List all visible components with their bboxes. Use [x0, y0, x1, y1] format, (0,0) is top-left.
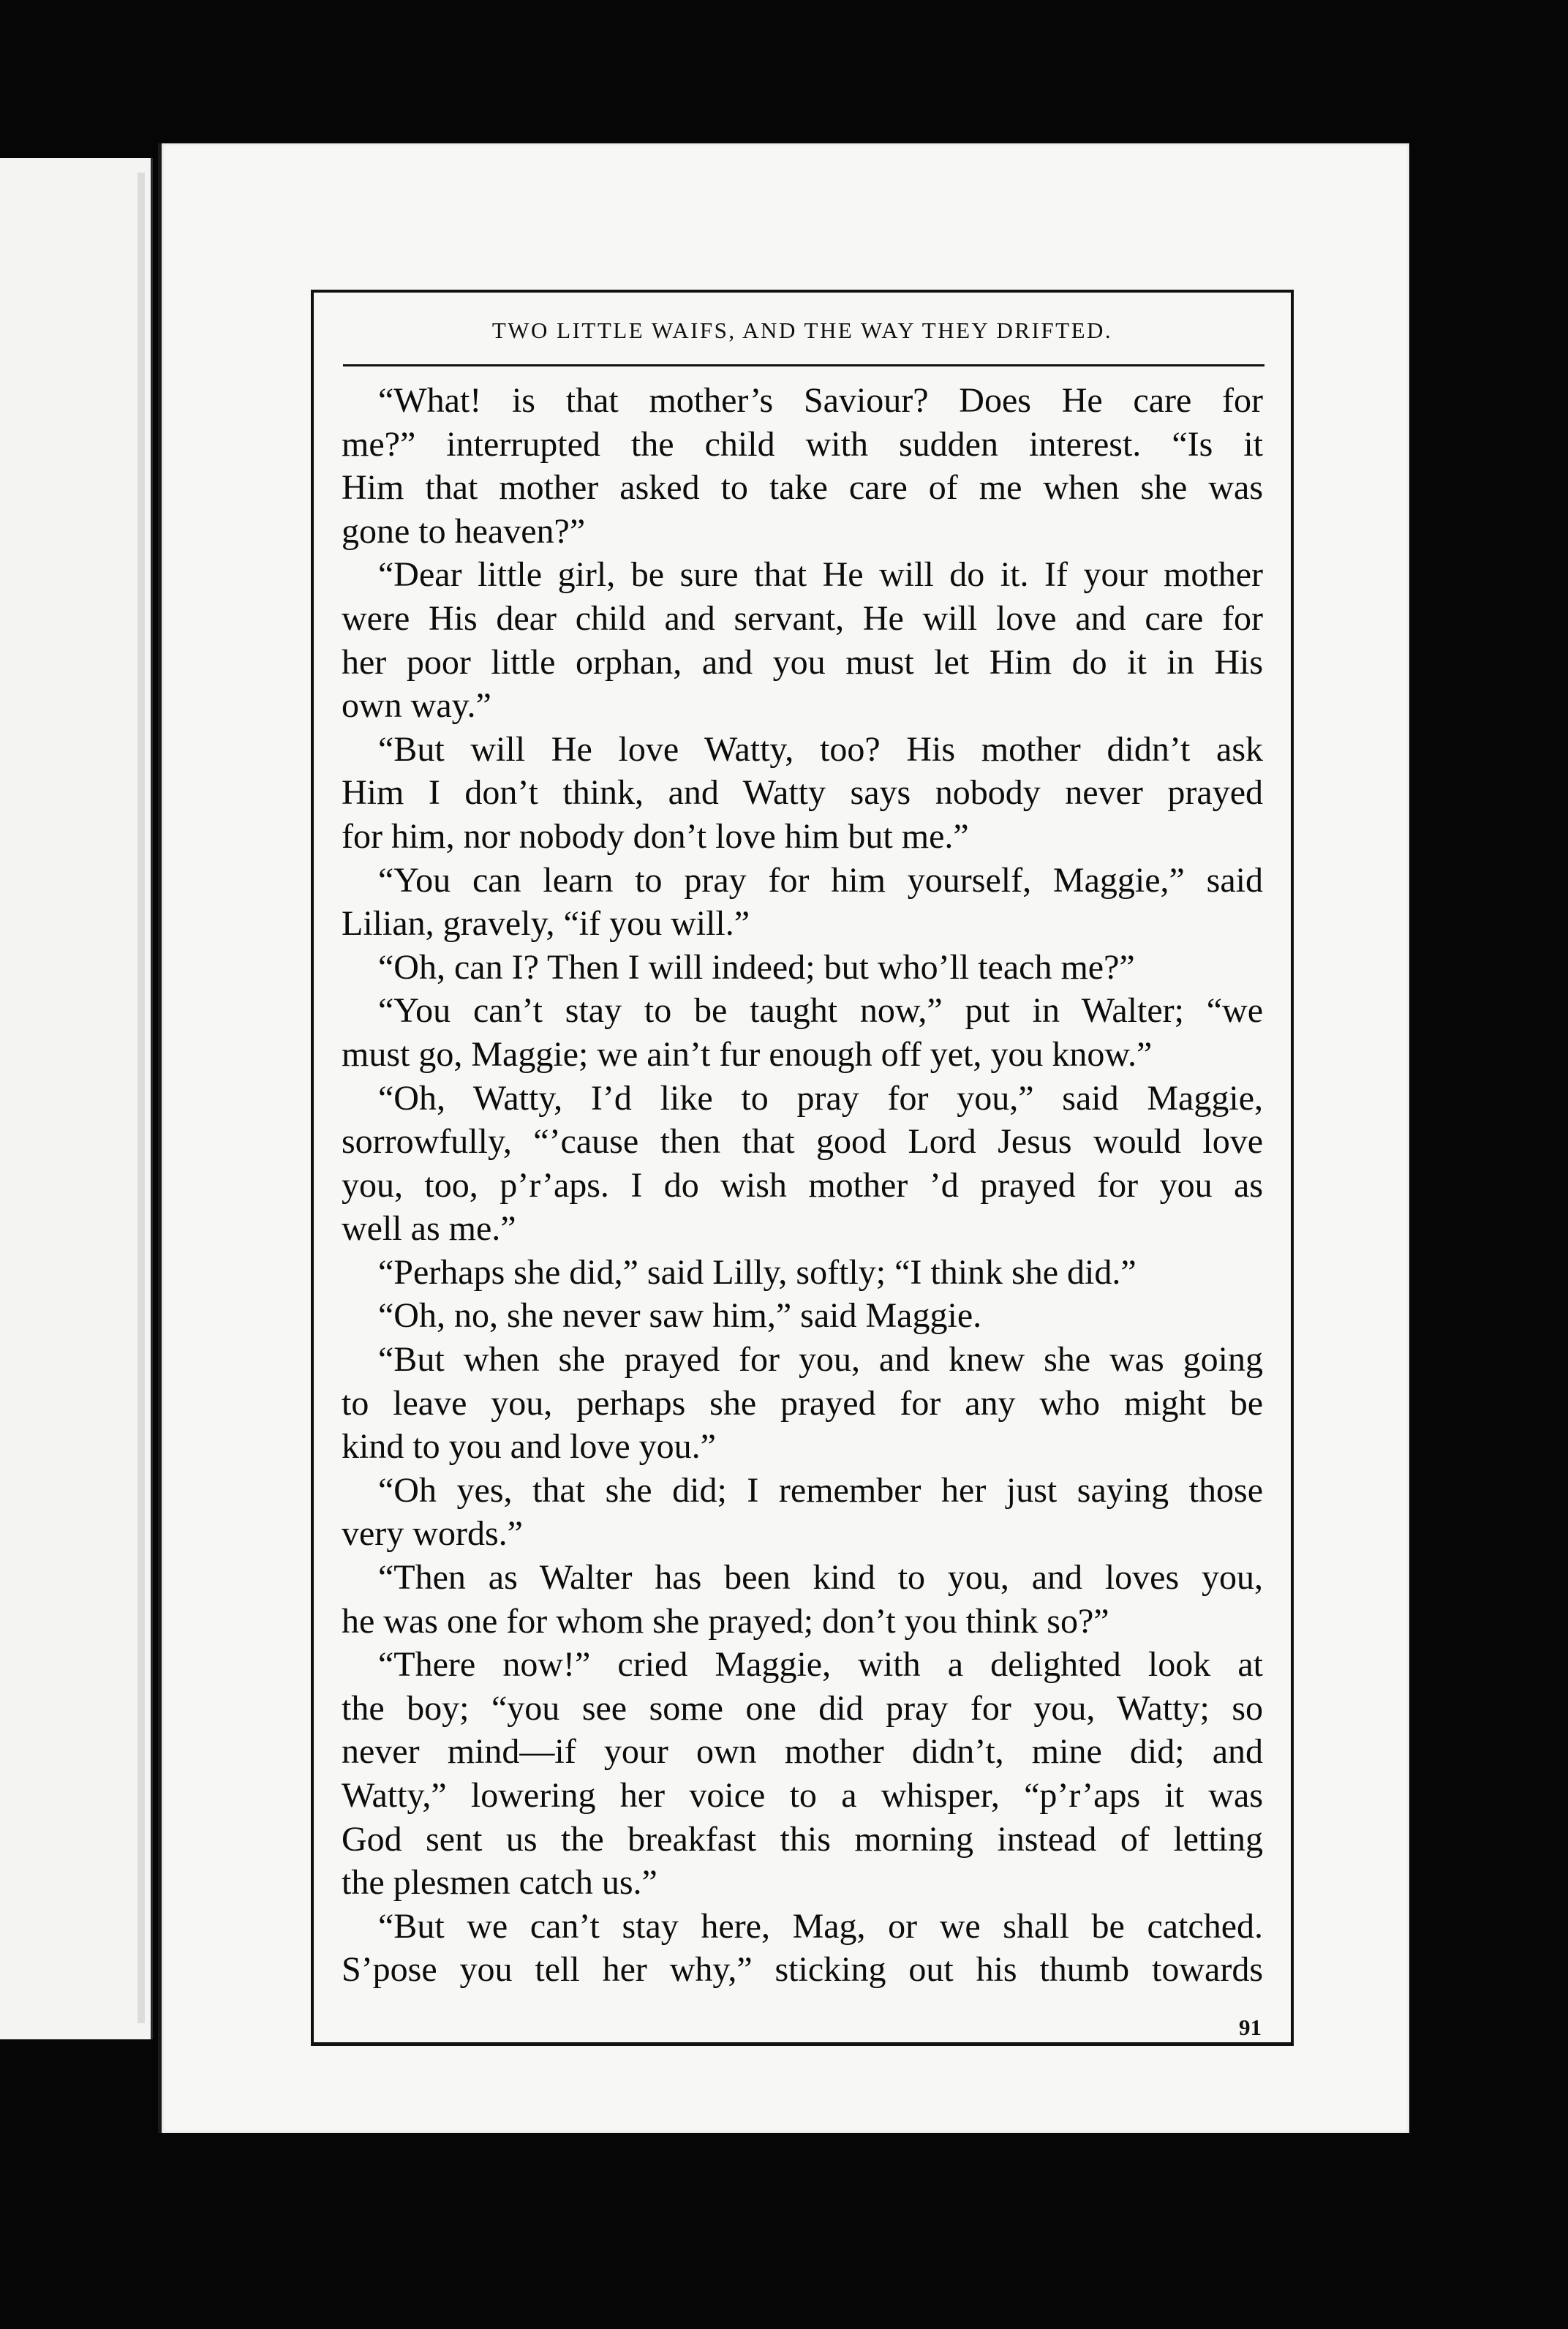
paragraph	[342, 1077, 1263, 1251]
text-line: Him that mother asked to take care of me when she was	[342, 468, 1263, 508]
text-line: “Then as Walter has been kind to you, and loves you,	[378, 1558, 1263, 1598]
text-line: the boy; “you see some one did pray for you, Watty; so	[342, 1688, 1263, 1728]
paragraph	[342, 989, 1263, 1076]
paragraph	[342, 1251, 1263, 1295]
paragraph	[342, 1294, 1263, 1338]
text-line: “What! is that mother’s Saviour? Does He care for	[378, 381, 1263, 420]
text-line: S’pose you tell her why,” sticking out his thumb towards	[342, 1950, 1263, 1990]
running-head: TWO LITTLE WAIFS, AND THE WAY THEY DRIFTED.	[491, 317, 1113, 343]
text-line: own way.”	[342, 686, 491, 726]
text-line: “But will He love Watty, too? His mother didn’t ask	[378, 729, 1263, 769]
text-line: “Oh, no, she never saw him,” said Maggie.	[378, 1296, 982, 1336]
text-frame	[311, 290, 1294, 2046]
text-line: you, too, p’r’aps. I do wish mother ’d prayed for you as	[342, 1165, 1263, 1205]
text-line: “But when she prayed for you, and knew she was going	[378, 1340, 1263, 1380]
text-line: her poor little orphan, and you must let Him do it in His	[342, 642, 1263, 682]
text-line: kind to you and love you.”	[342, 1427, 716, 1467]
text-line: the plesmen catch us.”	[342, 1863, 657, 1903]
text-line: never mind—if your own mother didn’t, mine did; and	[342, 1732, 1263, 1772]
text-line: “There now!” cried Maggie, with a delighted look at	[378, 1645, 1263, 1685]
paragraph	[342, 1338, 1263, 1469]
text-line: were His dear child and servant, He will love and care for	[342, 598, 1263, 638]
page-number: 91	[1239, 2014, 1262, 2040]
text-line: well as me.”	[342, 1209, 516, 1249]
text-line: “Oh yes, that she did; I remember her just saying those	[378, 1470, 1263, 1510]
page-edge-shadow	[137, 173, 145, 2023]
text-line: “You can’t stay to be taught now,” put in Walter; “we	[378, 991, 1263, 1031]
text-line: Him I don’t think, and Watty says nobody never prayed	[342, 773, 1263, 813]
paragraph	[342, 728, 1263, 859]
text-line: “But we can’t stay here, Mag, or we shall be catched.	[378, 1906, 1263, 1946]
paragraph	[342, 1469, 1263, 1556]
paragraph	[342, 946, 1263, 990]
text-line: “Oh, can I? Then I will indeed; but who’ll teach me?”	[378, 947, 1135, 987]
body-text	[342, 379, 1263, 1992]
text-line: “Perhaps she did,” said Lilly, softly; “I think she did.”	[378, 1252, 1137, 1292]
text-line: must go, Maggie; we ain’t fur enough off yet, you know.”	[342, 1034, 1153, 1074]
left-page-edge	[0, 158, 153, 2039]
text-line: “You can learn to pray for him yourself, Maggie,” said	[378, 860, 1263, 900]
running-head-rule	[343, 364, 1264, 366]
text-line: he was one for whom she prayed; don’t you think so?”	[342, 1601, 1109, 1641]
paragraph	[342, 379, 1263, 553]
text-line: for him, nor nobody don’t love him but me.”	[342, 816, 969, 856]
text-line: Lilian, gravely, “if you will.”	[342, 904, 750, 944]
text-line: Watty,” lowering her voice to a whisper, “p’r’aps it was	[342, 1776, 1263, 1815]
text-line: God sent us the breakfast this morning instead of letting	[342, 1819, 1263, 1859]
text-line: “Oh, Watty, I’d like to pray for you,” said Maggie,	[378, 1078, 1263, 1118]
text-line: very words.”	[342, 1514, 523, 1554]
paragraph	[342, 1556, 1263, 1643]
book-page	[158, 143, 1409, 2133]
paragraph	[342, 859, 1263, 946]
text-line: to leave you, perhaps she prayed for any who might be	[342, 1383, 1263, 1423]
text-line: sorrowfully, “’cause then that good Lord Jesus would love	[342, 1122, 1263, 1162]
paragraph	[342, 553, 1263, 727]
paragraph	[342, 1643, 1263, 1905]
text-line: me?” interrupted the child with sudden interest. “Is it	[342, 424, 1263, 464]
paragraph	[342, 1905, 1263, 1992]
text-line: “Dear little girl, be sure that He will do it. If your mother	[378, 555, 1263, 595]
text-line: gone to heaven?”	[342, 511, 586, 551]
